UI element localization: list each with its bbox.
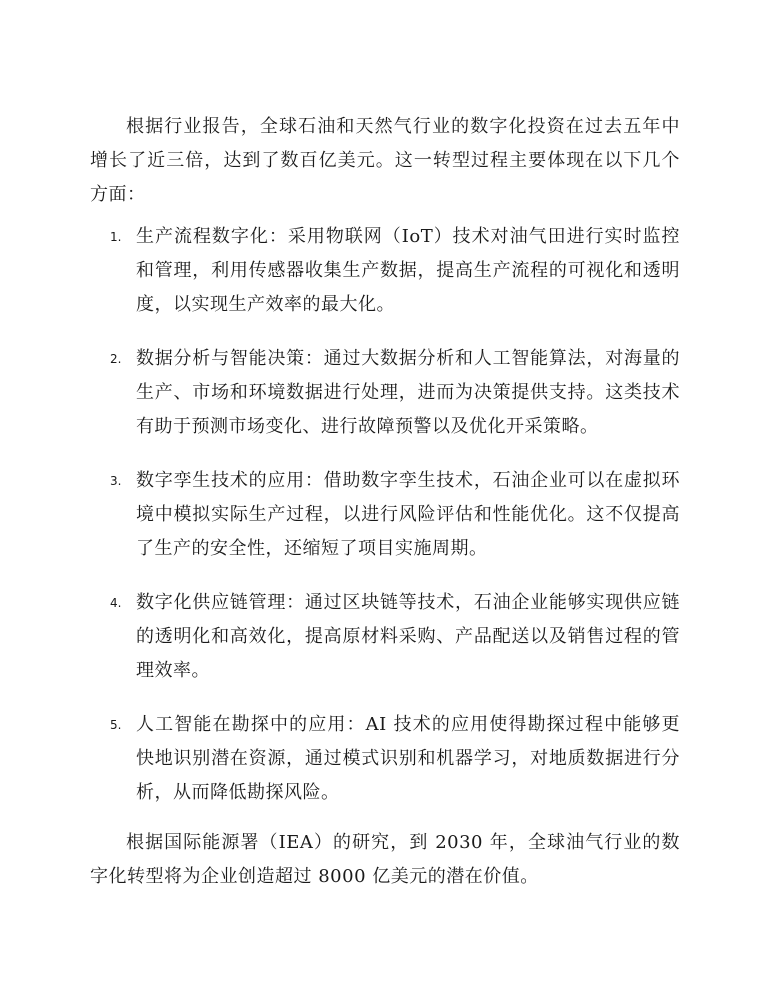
list-item-text: 人工智能在勘探中的应用：AI 技术的应用使得勘探过程中能够更快地识别潜在资源，通过模式识别和机器学习，对地质数据进行分析，从而降低勘探风险。 (136, 714, 680, 803)
list-item-text: 数字孪生技术的应用：借助数字孪生技术，石油企业可以在虚拟环境中模拟实际生产过程，以进行风险评估和性能优化。这不仅提高了生产的安全性，还缩短了项目实施周期。 (136, 470, 680, 559)
outro-paragraph: 根据国际能源署（IEA）的研究，到 2030 年，全球油气行业的数字化转型将为企业创造超过 8000 亿美元的潜在价值。 (90, 832, 680, 887)
aspect-list (90, 220, 680, 810)
list-item-text: 数字化供应链管理：通过区块链等技术，石油企业能够实现供应链的透明化和高效化，提高原材料采购、产品配送以及销售过程的管理效率。 (136, 592, 680, 681)
document-page (90, 110, 680, 894)
list-item (90, 464, 680, 566)
list-item-number: 4. (110, 596, 122, 610)
list-item (90, 586, 680, 688)
list-item (90, 708, 680, 810)
intro-paragraph: 根据行业报告，全球石油和天然气行业的数字化投资在过去五年中增长了近三倍，达到了数百亿美元。这一转型过程主要体现在以下几个方面： (90, 116, 680, 205)
list-item (90, 342, 680, 444)
list-item-number: 5. (110, 718, 122, 732)
list-item-text: 数据分析与智能决策：通过大数据分析和人工智能算法，对海量的生产、市场和环境数据进行处理，进而为决策提供支持。这类技术有助于预测市场变化、进行故障预警以及优化开采策略。 (136, 348, 680, 437)
list-item-number: 2. (110, 352, 122, 366)
list-item-number: 3. (110, 474, 122, 488)
list-item (90, 220, 680, 322)
list-item-text: 生产流程数字化：采用物联网（IoT）技术对油气田进行实时监控和管理，利用传感器收集生产数据，提高生产流程的可视化和透明度，以实现生产效率的最大化。 (136, 226, 680, 315)
list-item-number: 1. (110, 230, 122, 244)
